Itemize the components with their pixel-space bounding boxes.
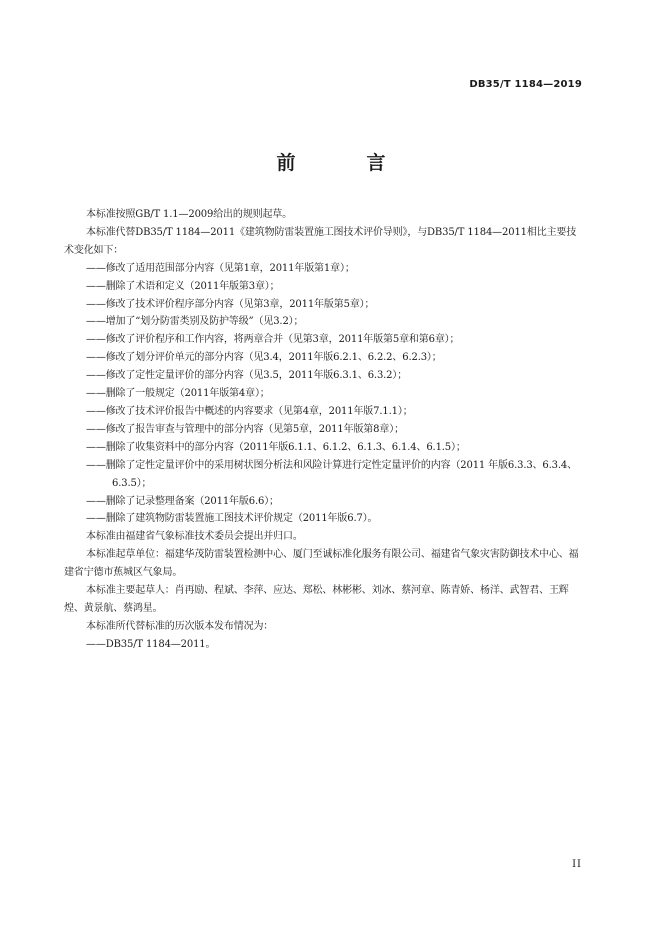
change-item: ——修改了适用范围部分内容（见第1章，2011年版第1章）； <box>86 262 355 274</box>
paragraph-drafting-rules: 本标准按照GB/T 1.1—2009给出的规则起草。 <box>86 209 293 220</box>
change-item: ——增加了“划分防雷类别及防护等级”（见3.2）； <box>86 316 304 328</box>
change-item: ——修改了评价程序和工作内容，将两章合并（见第3章，2011年版第5章和第6章）； <box>86 334 460 346</box>
change-item: ——修改了技术评价报告中概述的内容要求（见第4章，2011年版7.1.1）； <box>86 405 413 417</box>
paragraph-drafters: 本标准主要起草人：肖再励、程斌、李萍、应达、郑松、林彬彬、刘冰、蔡河章、陈青娇、杨洋、武智君、王辉煌、黄景航、蔡鸿星。 <box>64 585 569 614</box>
change-item: ——删除了收集资料中的部分内容（2011年版6.1.1、6.1.2、6.1.3、6.1.4、6.1.5）； <box>86 441 466 453</box>
document-body <box>64 206 584 654</box>
change-item: ——修改了定性定量评价的部分内容（见3.5，2011年版6.3.1、6.3.2）； <box>86 370 408 382</box>
paragraph-proposer: 本标准由福建省气象标准技术委员会提出并归口。 <box>86 531 303 543</box>
change-item: ——删除了建筑物防雷装置施工图技术评价规定（2011年版6.7）。 <box>86 513 378 525</box>
document-code: DB35/T 1184—2019 <box>469 79 582 90</box>
change-item: ——修改了划分评价单元的部分内容（见3.4，2011年版6.2.1、6.2.2、6.2.3）； <box>86 352 442 364</box>
page-number: II <box>572 859 582 870</box>
change-item: ——修改了报告审查与管理中的部分内容（见第5章，2011年版第8章）； <box>86 423 404 435</box>
paragraph-history-intro: 本标准所代替标准的历次版本发布情况为： <box>86 620 274 632</box>
change-item: ——删除了定性定量评价中的采用树状图分析法和风险计算进行定性定量评价的内容（2011 年版6.3.3、6.3.4、6.3.5）； <box>86 459 577 489</box>
change-item: ——修改了技术评价程序部分内容（见第3章，2011年版第5章）； <box>86 298 375 310</box>
page-title: 前 言 <box>276 152 412 174</box>
history-item: ——DB35/T 1184—2011。 <box>86 638 216 650</box>
paragraph-drafting-units: 本标准起草单位：福建华茂防雷装置检测中心、厦门至诚标准化服务有限公司、福建省气象灾害防御技术中心、福建省宁德市蕉城区气象局。 <box>64 549 579 579</box>
change-item: ——删除了一般规定（2011年版第4章）； <box>86 388 270 400</box>
change-item: ——删除了记录整理备案（2011年版6.6）； <box>86 495 279 507</box>
paragraph-replacement: 本标准代替DB35/T 1184—2011《建筑物防雷装置施工图技术评价导则》，与DB35/T 1184—2011相比主要技术变化如下： <box>64 226 577 256</box>
change-item: ——删除了术语和定义（2011年版第3章）； <box>86 280 280 292</box>
